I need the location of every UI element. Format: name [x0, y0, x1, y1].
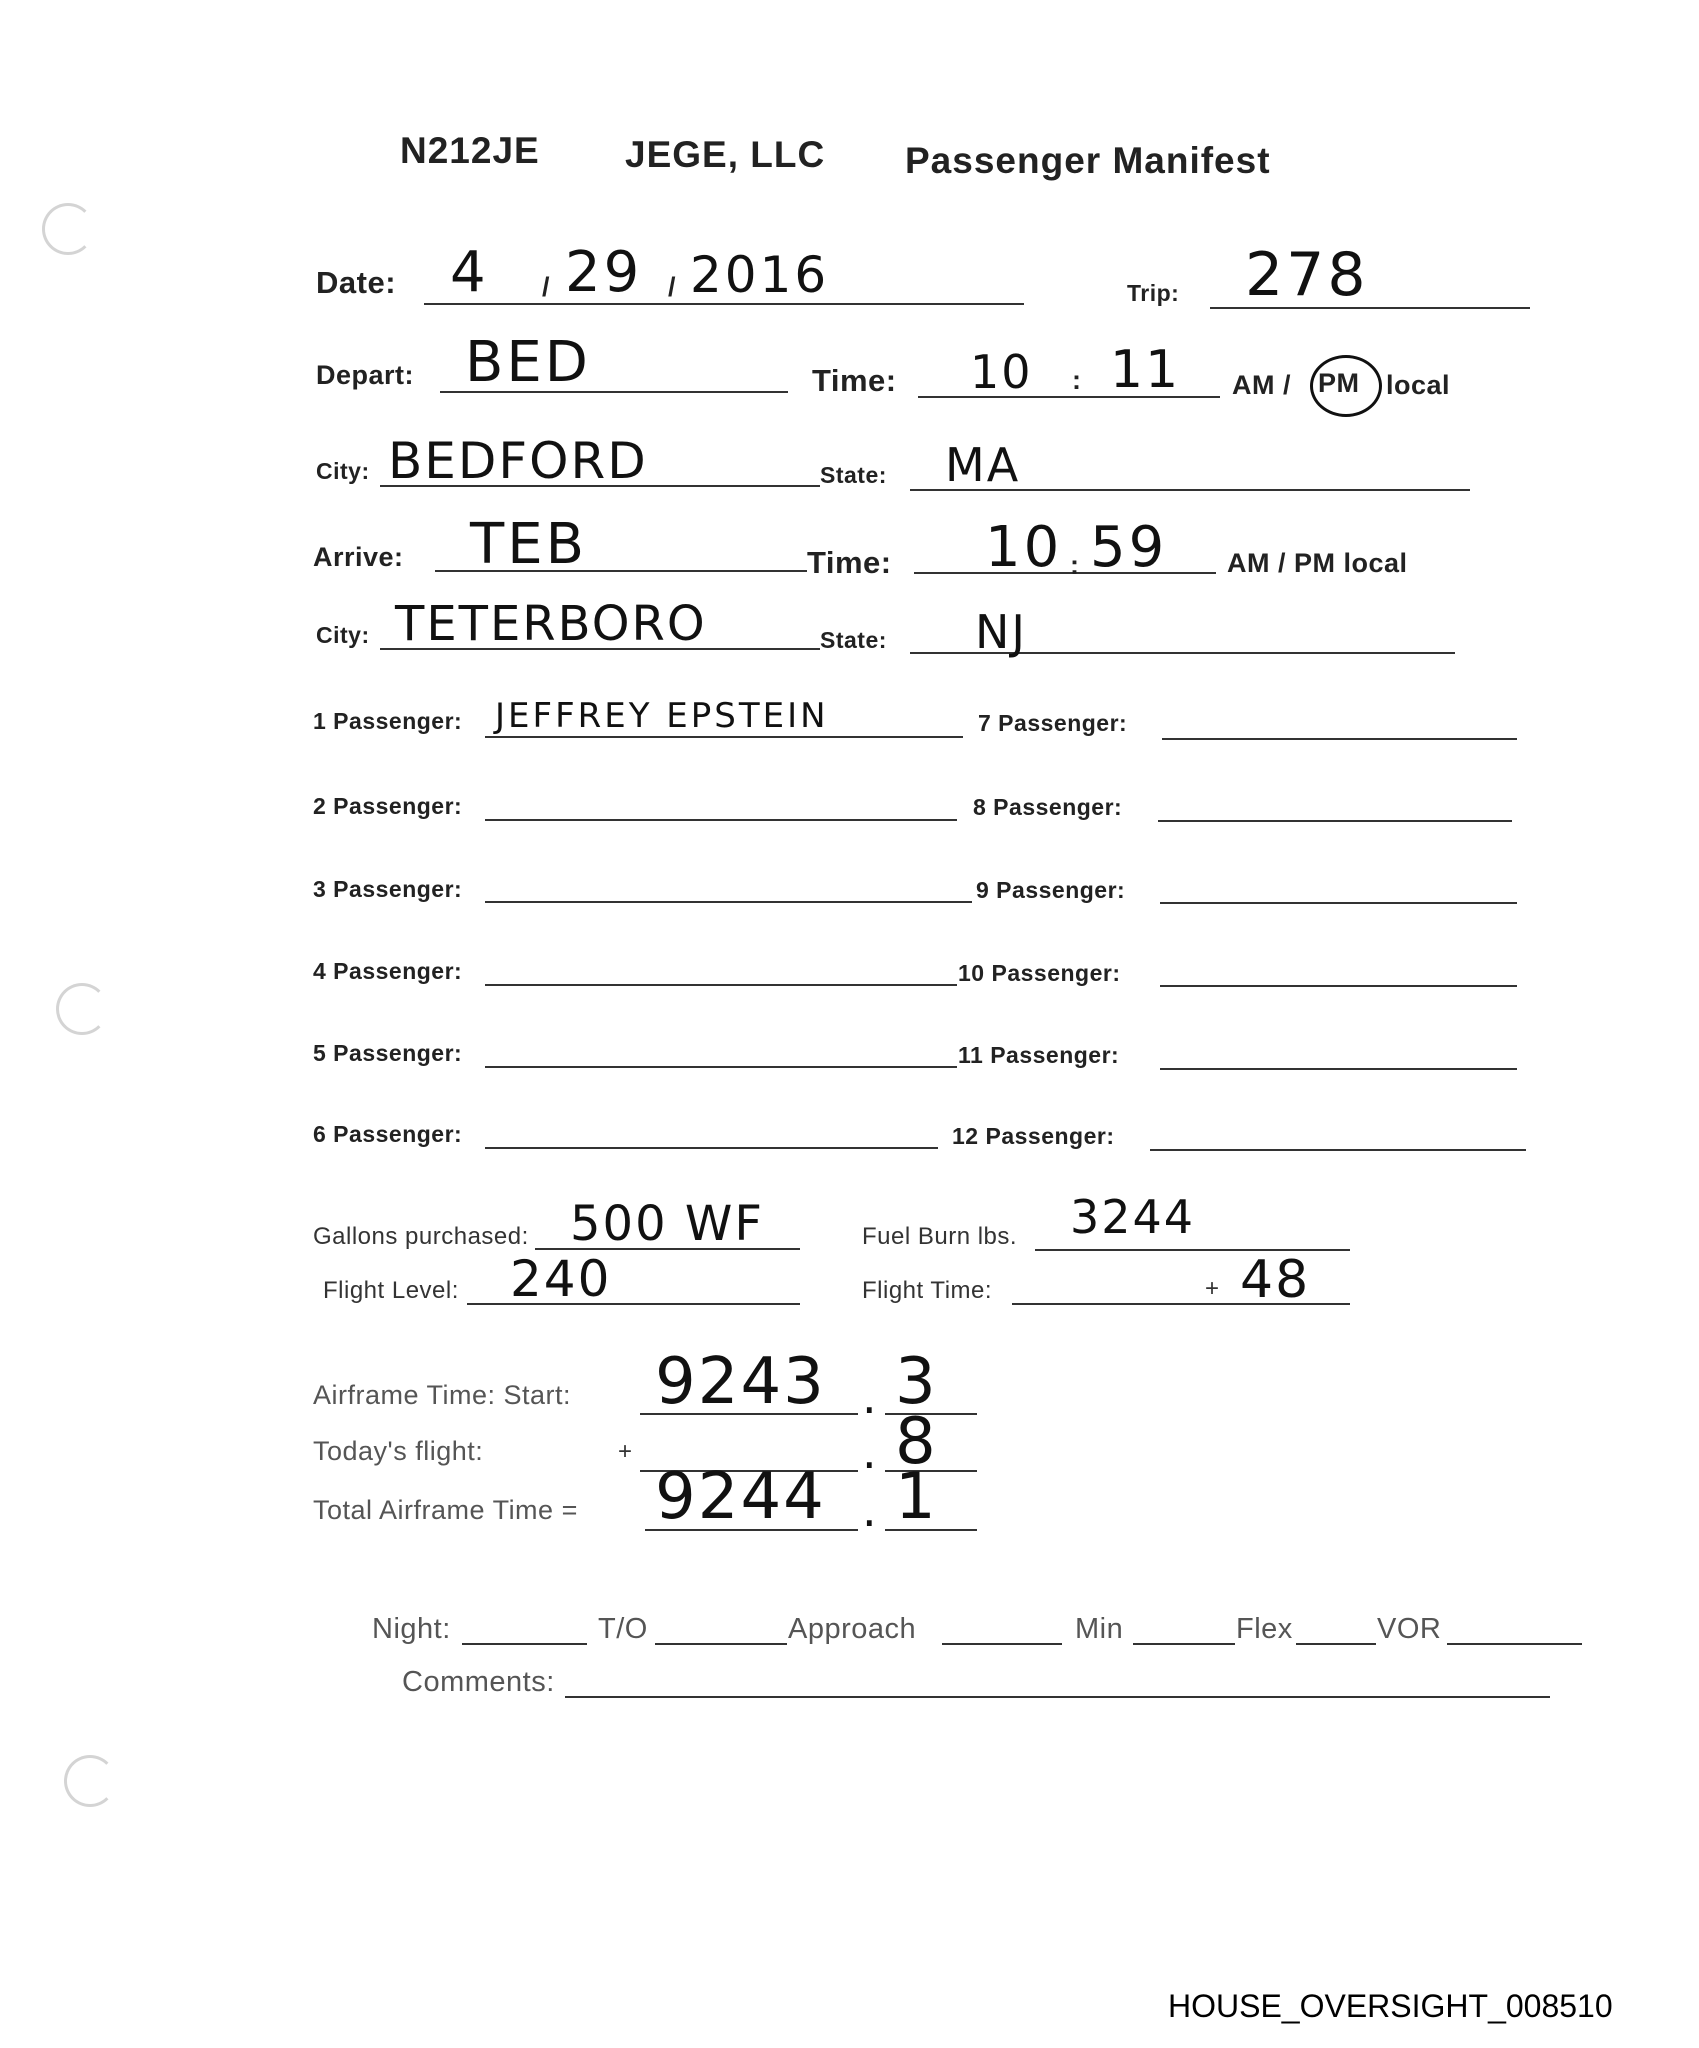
passenger-7-label: 7 Passenger: [978, 710, 1128, 736]
arrive-time-label: Time: [807, 545, 892, 580]
night-label: Night: [372, 1613, 451, 1645]
depart-am: AM / [1232, 370, 1291, 400]
airframe-start-whole: 9243 [655, 1345, 826, 1419]
depart-city-label: City: [316, 458, 370, 484]
passenger-9-label: 9 Passenger: [976, 877, 1126, 903]
tail-number: N212JE [400, 130, 540, 171]
passenger-1-name: JEFFREY EPSTEIN [495, 696, 829, 736]
flight-time-plus: + [1205, 1275, 1220, 1302]
flex-label: Flex [1236, 1613, 1293, 1645]
depart-time-label: Time: [812, 363, 897, 398]
trip-label: Trip: [1127, 280, 1180, 306]
min-line [1133, 1643, 1235, 1645]
to-label: T/O [598, 1613, 648, 1645]
passenger-11-label: 11 Passenger: [958, 1042, 1120, 1068]
binder-hole-top [42, 203, 94, 255]
arrive-minute: 59 [1090, 515, 1168, 580]
passenger-11-line [1160, 1068, 1517, 1070]
passenger-12-label: 12 Passenger: [952, 1123, 1115, 1149]
depart-state-label: State: [820, 462, 887, 488]
vor-line [1447, 1643, 1582, 1645]
arrive-time-line [914, 572, 1216, 574]
passenger-10-label: 10 Passenger: [958, 960, 1121, 986]
to-line [655, 1643, 787, 1645]
date-year: 2016 [690, 246, 830, 304]
depart-hour: 10 [970, 345, 1033, 399]
passenger-3-line [485, 901, 972, 903]
gallons-value: 500 WF [570, 1196, 764, 1252]
comments-line [565, 1696, 1550, 1698]
today-flight-tenths: 8 [895, 1405, 938, 1479]
today-flight-label: Today's flight: [313, 1436, 484, 1466]
bates-number: HOUSE_OVERSIGHT_008510 [1168, 1988, 1613, 2024]
arrive-colon: : [1070, 550, 1080, 580]
depart-state: MA [945, 438, 1021, 492]
document-title: Passenger Manifest [905, 140, 1271, 181]
approach-label: Approach [788, 1613, 917, 1645]
night-line [462, 1643, 587, 1645]
date-label: Date: [316, 265, 397, 300]
airframe-start-tenths: 3 [895, 1345, 938, 1419]
date-slash-2: / [668, 272, 677, 302]
passenger-4-label: 4 Passenger: [313, 958, 463, 984]
arrive-state: NJ [975, 605, 1027, 659]
depart-airport: BED [465, 330, 591, 395]
binder-hole-middle [56, 983, 108, 1035]
fuel-burn-value: 3244 [1070, 1190, 1196, 1244]
passenger-4-line [485, 984, 957, 986]
min-label: Min [1075, 1613, 1124, 1645]
company-name: JEGE, LLC [625, 134, 826, 175]
passenger-2-label: 2 Passenger: [313, 793, 463, 819]
passenger-5-line [485, 1066, 957, 1068]
date-month: 4 [450, 240, 489, 305]
passenger-6-label: 6 Passenger: [313, 1121, 463, 1147]
flight-level-label: Flight Level: [323, 1277, 459, 1304]
passenger-8-line [1158, 820, 1512, 822]
flight-level-value: 240 [510, 1250, 612, 1308]
passenger-3-label: 3 Passenger: [313, 876, 463, 902]
depart-local: local [1386, 370, 1451, 400]
depart-minute: 11 [1110, 340, 1181, 400]
today-flight-plus: + [618, 1438, 633, 1465]
total-airframe-tenths: 1 [895, 1460, 938, 1534]
total-airframe-dot: . [862, 1483, 879, 1537]
arrive-state-label: State: [820, 627, 887, 653]
passenger-6-line [485, 1147, 938, 1149]
arrive-hour: 10 [985, 515, 1063, 580]
depart-city: BEDFORD [388, 432, 648, 490]
gallons-label: Gallons purchased: [313, 1223, 529, 1250]
passenger-9-line [1160, 902, 1517, 904]
depart-pm: PM [1318, 368, 1360, 398]
passenger-2-line [485, 819, 957, 821]
flight-time-label: Flight Time: [862, 1277, 993, 1304]
passenger-10-line [1160, 985, 1517, 987]
passenger-7-line [1162, 738, 1517, 740]
total-airframe-whole: 9244 [655, 1460, 826, 1534]
approach-line [942, 1643, 1062, 1645]
arrive-city-label: City: [316, 622, 370, 648]
date-day: 29 [565, 240, 643, 305]
airframe-start-dot: . [862, 1370, 879, 1424]
depart-label: Depart: [316, 360, 415, 390]
passenger-1-line [485, 736, 963, 738]
airframe-start-label: Airframe Time: Start: [313, 1380, 572, 1410]
flex-line [1296, 1643, 1376, 1645]
passenger-8-label: 8 Passenger: [973, 794, 1123, 820]
depart-colon: : [1072, 365, 1082, 395]
comments-label: Comments: [402, 1666, 555, 1698]
passenger-12-line [1150, 1149, 1526, 1151]
fuel-burn-label: Fuel Burn lbs. [862, 1223, 1018, 1250]
today-flight-dot: . [862, 1425, 879, 1479]
arrive-ampm: AM / PM local [1227, 548, 1408, 578]
vor-label: VOR [1377, 1613, 1442, 1645]
trip-number: 278 [1245, 240, 1369, 310]
passenger-1-label: 1 Passenger: [313, 708, 463, 734]
total-airframe-label: Total Airframe Time = [313, 1495, 578, 1525]
date-slash-1: / [542, 272, 551, 302]
arrive-label: Arrive: [313, 542, 404, 572]
arrive-city: TETERBORO [395, 596, 707, 652]
passenger-5-label: 5 Passenger: [313, 1040, 463, 1066]
arrive-airport: TEB [470, 512, 588, 577]
binder-hole-bottom [64, 1755, 116, 1807]
flight-time-value: 48 [1240, 1250, 1311, 1310]
